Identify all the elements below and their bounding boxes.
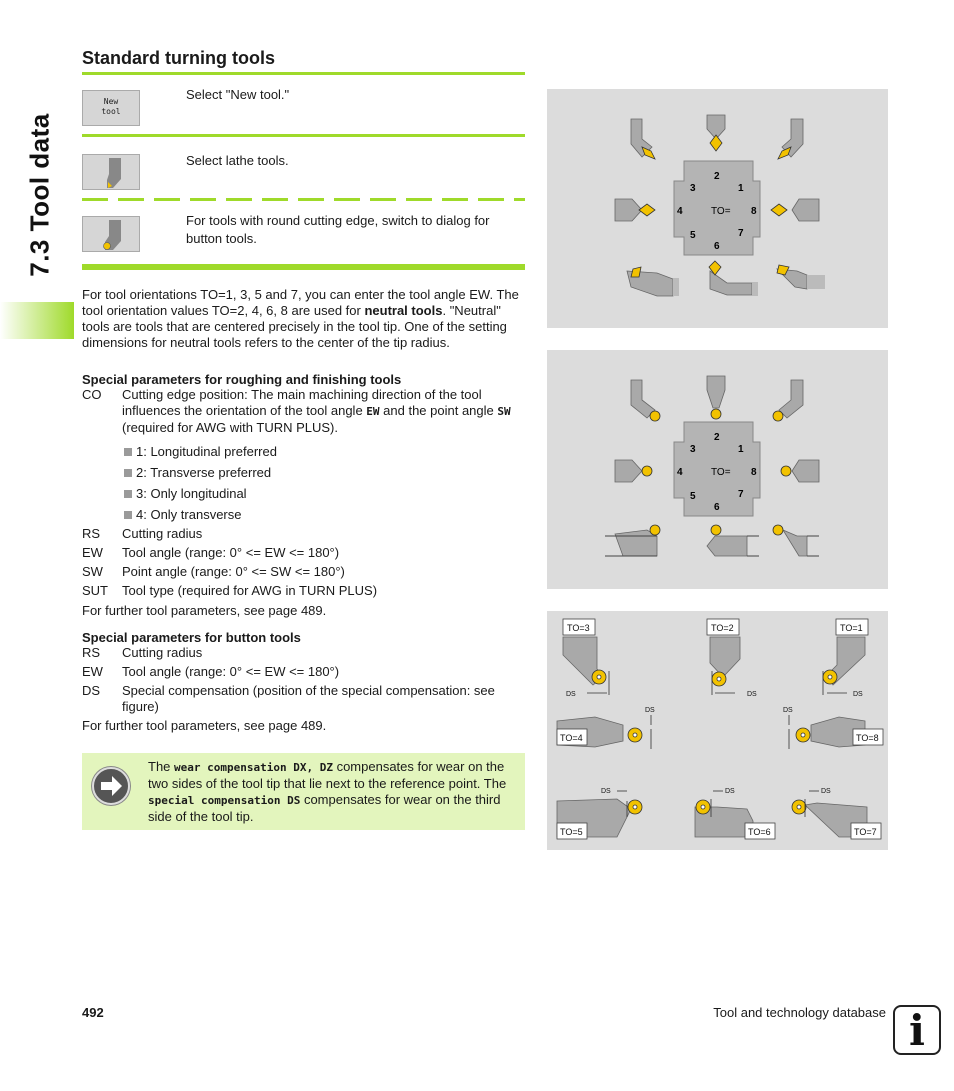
ds-label: DS [747,691,757,698]
note-box [82,753,525,830]
ds-label: DS [821,788,831,795]
button-tool-icon [83,217,141,253]
step-dashed-rule [82,198,525,201]
digit-3: 3 [690,444,696,455]
info-glyph: i [909,1006,925,1055]
digit-1: 1 [738,444,744,455]
softkey-label-line2: tool [101,107,121,116]
page-number: 492 [82,1005,104,1020]
co-code-ew: EW [366,405,380,418]
note-code-2: special compensation DS [148,794,301,807]
digit-2: 2 [714,171,720,182]
to-5-label: TO=5 [560,827,583,837]
param-ds [82,683,525,715]
chapter-side-title [10,70,70,320]
step-1-text: Select "New tool." [186,87,290,102]
param-text: Point angle (range: 0° <= SW <= 180°) [122,564,345,579]
param-key: EW [82,545,103,560]
list-item [124,507,242,523]
to-1-label: TO=1 [840,623,863,633]
list-item [124,444,277,460]
chapter-footer: Tool and technology database [713,1005,886,1020]
bullet-icon [124,511,132,519]
param-text: Tool type (required for AWG in TURN PLUS) [122,583,378,598]
digit-1: 1 [738,183,744,194]
bullet-icon [124,490,132,498]
param-key: CO [82,387,102,402]
step-rule [82,134,525,137]
digit-5: 5 [690,491,696,502]
figure-special-compensation [547,611,888,850]
to-3-label: TO=3 [567,623,590,633]
lathe-tool-icon [83,155,141,191]
chapter-title: 7.3 Tool data [24,113,55,277]
digit-3: 3 [690,183,696,194]
bullet-text: 4: Only transverse [136,507,242,522]
param-sut [82,583,525,599]
bullet-icon [124,469,132,477]
step-3-text: For tools with round cutting edge, switch to dialog for button tools. [186,213,490,246]
intro-paragraph [82,287,525,351]
note-code-1: wear compensation DX, DZ [174,761,333,774]
param-text: Tool angle (range: 0° <= EW <= 180°) [122,545,340,560]
button-orientation-diagram [547,350,888,589]
co-text-2: and the point angle [379,403,498,418]
bullet-text: 1: Longitudinal preferred [136,444,277,459]
digit-6: 6 [714,502,720,513]
digit-4: 4 [677,467,683,478]
lathe-tools-softkey[interactable] [82,154,140,190]
center-label: TO= [711,467,731,478]
param-text: Cutting radius [122,526,203,541]
ds-label: DS [853,691,863,698]
to-7-label: TO=7 [854,827,877,837]
ds-label: DS [566,691,576,698]
param-text: Cutting radius [122,645,203,660]
digit-5: 5 [690,230,696,241]
digit-7: 7 [738,228,744,239]
button-tools-softkey[interactable] [82,216,140,252]
ds-label: DS [725,788,735,795]
param-co [82,387,525,436]
button-further-ref: For further tool parameters, see page 489. [82,718,327,733]
bullet-text: 2: Transverse preferred [136,465,272,480]
digit-7: 7 [738,489,744,500]
ds-label: DS [601,788,611,795]
param-ew [82,545,525,561]
note-text-1: The [148,759,175,774]
rough-further-ref: For further tool parameters, see page 489. [82,603,327,618]
co-code-sw: SW [497,405,511,418]
digit-8: 8 [751,206,757,217]
param-key: DS [82,683,101,698]
param-ew [82,664,525,680]
arrow-right-icon [92,767,130,805]
figure-button-orientations [547,350,888,589]
step-2-text: Select lathe tools. [186,153,289,168]
tool-orientation-diagram [547,89,888,328]
special-compensation-diagram [547,611,888,850]
bullet-text: 3: Only longitudinal [136,486,247,501]
to-4-label: TO=4 [560,733,583,743]
section-title: Standard turning tools [82,48,275,68]
param-text: Tool angle (range: 0° <= EW <= 180°) [122,664,340,679]
param-rs [82,645,525,661]
param-key: SUT [82,583,108,598]
list-item [124,465,271,481]
steps-end-rule [82,264,525,270]
ds-label: DS [783,707,793,714]
chapter-tab-marker [0,302,74,339]
intro-bold: neutral tools [364,303,443,318]
intro-text-2: . "Neutral" tools are tools that are centered precisely in the tool tip. One of the setting dimensions for neutral tools refers to the center of the tip radius. [82,303,507,350]
bullet-icon [124,448,132,456]
co-text-1: Cutting edge position: The main machining direction of the tool influences the orientation of the tool angle [122,387,482,418]
digit-4: 4 [677,206,683,217]
ds-label: DS [645,707,655,714]
co-text-3: (required for AWG with TURN PLUS). [122,420,338,435]
to-8-label: TO=8 [856,733,879,743]
rough-heading: Special parameters for roughing and finishing tools [82,372,402,387]
softkey-label-line1: New [103,97,119,106]
note-text-3: compensates for wear on the third side of the tool tip. [148,792,501,824]
digit-6: 6 [714,241,720,252]
param-key: RS [82,645,101,660]
list-item [124,486,247,502]
note-text-2: compensates for wear on the two sides of the tool tip that lie next to the reference point. The [148,759,507,791]
to-6-label: TO=6 [748,827,771,837]
to-2-label: TO=2 [711,623,734,633]
digit-8: 8 [751,467,757,478]
info-icon [893,1005,941,1055]
new-tool-softkey[interactable] [82,90,140,126]
param-rs [82,526,525,542]
digit-2: 2 [714,432,720,443]
param-sw [82,564,525,580]
param-key: SW [82,564,103,579]
param-key: RS [82,526,101,541]
center-label: TO= [711,206,731,217]
figure-tool-orientations [547,89,888,328]
param-key: EW [82,664,103,679]
button-heading: Special parameters for button tools [82,630,301,645]
intro-text-1: For tool orientations TO=1, 3, 5 and 7, you can enter the tool angle EW. The tool orientation values TO=2, 4, 6, 8 are used for [82,287,519,318]
param-text: Special compensation (position of the special compensation: see figure) [122,683,495,714]
title-rule [82,72,525,75]
